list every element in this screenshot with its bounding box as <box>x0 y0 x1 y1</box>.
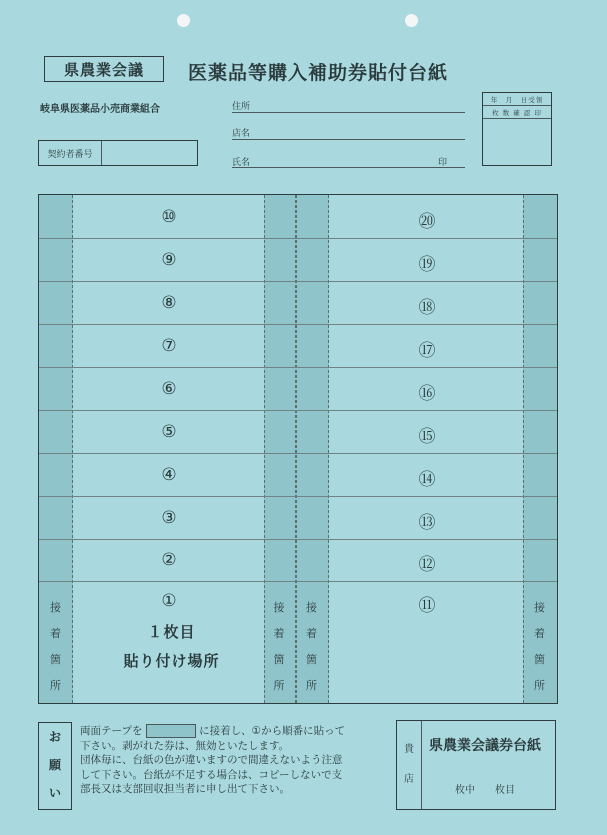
slot-number: ⑩ <box>161 207 177 227</box>
glue-label-3: 接 着 箇 所 <box>306 601 317 692</box>
slot-number: ① <box>161 591 177 611</box>
slot-number: ⑰ <box>418 341 436 361</box>
contract-number-box <box>38 140 198 166</box>
shop-name-label: 店名 <box>232 129 251 139</box>
instructions: 両面テープを に接着し、①から順番に貼って 下さい。剥がれた券は、無効といたします。 団体毎に、台紙の色が違いますので間違えないよう注意 して下さい。台紙が不足する場合は、コピーしないで支 部長又は支部回収担当者に申し出て下さい。 <box>80 725 346 795</box>
name-label: 氏名 <box>232 158 251 168</box>
slot-number: ⑯ <box>418 384 436 404</box>
slot-number: ③ <box>161 508 177 528</box>
slot-number: ⑤ <box>161 422 177 442</box>
page-title: 医薬品等購入補助券貼付台紙 <box>188 62 449 84</box>
slot-number: ⑦ <box>161 336 177 356</box>
request-box <box>38 722 72 810</box>
shop-voucher-box <box>396 720 556 810</box>
row-line <box>39 281 557 282</box>
receipt-date-row: 年 月 日受領 <box>483 93 551 106</box>
seal-label: 印 <box>438 158 448 168</box>
row-line <box>39 581 557 582</box>
slot-number: ⑮ <box>418 427 436 447</box>
slot-number: ⑫ <box>418 555 436 575</box>
slot-number: ⑥ <box>161 379 177 399</box>
slot-number: ⑭ <box>418 470 436 490</box>
sheet-count-label: １枚目 <box>147 623 196 641</box>
punch-hole-left <box>177 14 190 27</box>
name-field[interactable] <box>232 167 465 168</box>
association-name: 岐阜県医薬品小売商業組合 <box>40 104 160 115</box>
row-line <box>39 410 557 411</box>
row-line <box>39 539 557 540</box>
punch-hole-right <box>405 14 418 27</box>
slot-number: ⑨ <box>161 250 177 270</box>
row-line <box>39 496 557 497</box>
slot-number: ⑪ <box>418 596 436 616</box>
paste-place-label: 貼り付け場所 <box>123 652 220 670</box>
row-line <box>39 238 557 239</box>
contract-number-label: 契約者番号 <box>39 141 102 165</box>
count-check-row: 枚 数 確 認 印 <box>483 106 551 119</box>
glue-label-2: 接 着 箇 所 <box>273 601 285 692</box>
row-line <box>39 324 557 325</box>
address-field[interactable] <box>232 112 465 113</box>
slot-number: ⑳ <box>418 212 436 232</box>
request-char: い <box>48 786 61 800</box>
slot-number: ⑱ <box>418 298 436 318</box>
sticker-grid <box>38 194 558 704</box>
contract-number-field[interactable] <box>102 141 197 165</box>
glue-label-4: 接 着 箇 所 <box>534 601 545 692</box>
shop-label: 貴 店 <box>404 744 414 785</box>
slot-number: ⑲ <box>418 255 436 275</box>
slot-number: ⑧ <box>161 293 177 313</box>
slot-number: ⑬ <box>418 513 436 533</box>
shop-name-field[interactable] <box>232 139 465 140</box>
request-char: 願 <box>48 758 61 772</box>
tape-area-swatch <box>146 724 196 738</box>
row-line <box>39 367 557 368</box>
request-char: お <box>48 730 61 744</box>
slot-number: ② <box>161 550 177 570</box>
voucher-count: 枚中 枚目 <box>455 785 515 796</box>
slot-number: ④ <box>161 465 177 485</box>
org-box: 県農業会議 <box>44 56 164 82</box>
address-label: 住所 <box>232 102 251 112</box>
row-line <box>39 453 557 454</box>
glue-label-1: 接 着 箇 所 <box>50 601 61 692</box>
voucher-title: 県農業会議券台紙 <box>429 738 541 754</box>
receipt-stamp-box <box>482 92 552 166</box>
